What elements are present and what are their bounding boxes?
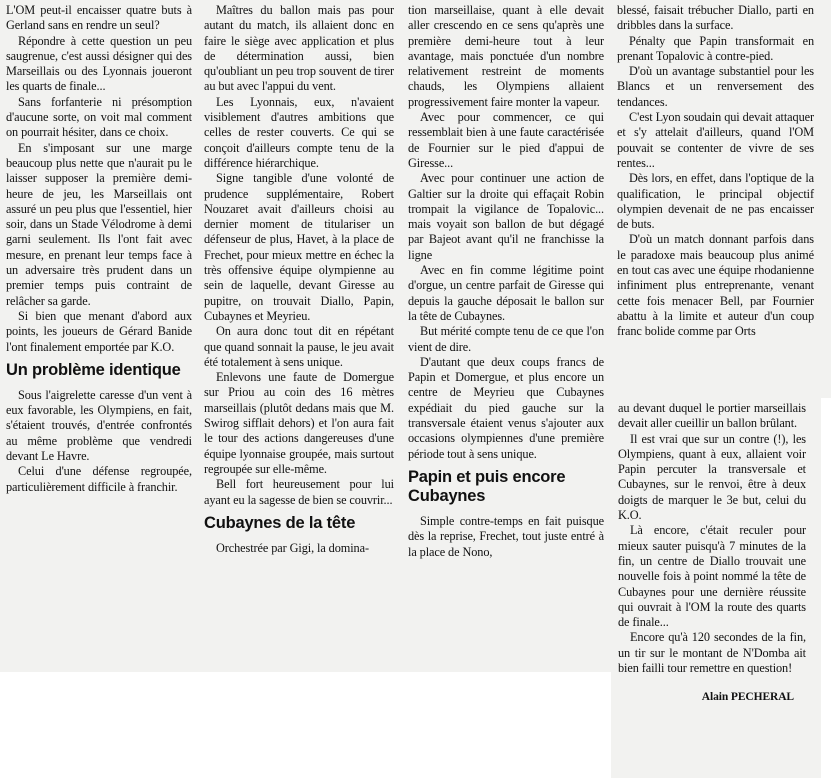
article-paragraph: D'où un avantage substantiel pour les Blancs et un renversement des tendances. bbox=[617, 64, 814, 109]
article-paragraph: D'où un match donnant parfois dans le paradoxe mais beaucoup plus animé en tout cas avec une équipe rhodanienne infiniment plus entreprenante, venant cette fois menacer Bell, par Fournier abattu à la limite et auteur d'un coup franc bolide comme par Orts bbox=[617, 232, 814, 339]
author-signature: Alain PECHERAL bbox=[701, 691, 794, 704]
article-paragraph: Sans forfanterie ni présomption d'aucune sorte, on voit mal comment on pourrait hésiter, dans ce choix. bbox=[6, 94, 192, 140]
article-paragraph: Dès lors, en effet, dans l'optique de la qualification, le principal objectif olympien devenait de ne pas encaisser de buts. bbox=[617, 171, 814, 232]
article-clipping-right-top bbox=[611, 0, 831, 398]
article-paragraph: Encore qu'à 120 secondes de la fin, un tir sur le montant de N'Domba ait bien failli tour remettre en question! bbox=[618, 630, 806, 676]
article-paragraph: Bell fort heureusement pour lui ayant eu la sagesse de bien se couvrir... bbox=[204, 477, 394, 507]
article-paragraph: Celui d'une défense regroupée, particulièrement difficile à franchir. bbox=[6, 464, 192, 494]
article-column-5 bbox=[618, 401, 806, 706]
article-paragraph: En s'imposant sur une marge beaucoup plus nette que n'aurait pu le laisser supposer la première demi-heure de jeu, les Marseillais ont assuré un peu plus que l'essentiel, hier soir, dans un Stade Vélodrome à demi garni seulement. Ils l'ont fait avec mesure, en prenant leur temps face à un adversaire très prudent dans un premier temps puis contraint de relâcher sa garde. bbox=[6, 140, 192, 308]
article-column-1 bbox=[6, 3, 192, 495]
article-paragraph: Maîtres du ballon mais pas pour autant du match, ils allaient donc en faire le siège avec application et plus de détermination aussi, bien qu'oubliant un peu trop souvent de tirer au but avec l'appui du vent. bbox=[204, 3, 394, 94]
article-paragraph: C'est Lyon soudain qui devait attaquer et s'y attelait d'ailleurs, quand l'OM pouvait se contenter de vivre de ses rentes... bbox=[617, 110, 814, 170]
article-paragraph: blessé, faisait trébucher Diallo, parti en dribbles dans la surface. bbox=[617, 3, 814, 33]
article-paragraph: Il est vrai que sur un contre (!), les Olympiens, quant à eux, allaient voir Papin percuter la transversale et Cubaynes, sur le renvoi, être à deux doigts de marquer le 3e but, celui du K.O. bbox=[618, 431, 806, 523]
article-column-4 bbox=[617, 3, 814, 340]
article-paragraph: Avec pour continuer une action de Galtier sur la droite qui effaçait Robin trompait la vigilance de Topalovic... mais voyait son ballon de but dégagé par Bajeot avant qu'il ne franchisse la ligne bbox=[408, 171, 604, 262]
article-paragraph: But mérité compte tenu de ce que l'on vient de dire. bbox=[408, 324, 604, 354]
article-column-2 bbox=[204, 3, 394, 556]
article-paragraph: Si bien que menant d'abord aux points, les joueurs de Gérard Banide l'ont finalement emportée par K.O. bbox=[6, 308, 192, 354]
section-heading: Papin et puis encore Cubaynes bbox=[408, 467, 566, 505]
article-paragraph: Enlevons une faute de Domergue sur Priou au coin des 16 mètres marseillais (plutôt dedans mais que M. Swirog sifflait dehors) et l'on aura fait le tour des actions dangereuses d'une équipe lyonnaise groupée, mais surtout regroupée sur elle-même. bbox=[204, 370, 394, 476]
article-paragraph: Pénalty que Papin transformait en prenant Topalovic à contre-pied. bbox=[617, 33, 814, 63]
section-heading: Un problème identique bbox=[6, 360, 181, 379]
article-paragraph: Avec en fin comme légitime point d'orgue, un centre parfait de Giresse qui depuis la gauche déposait le ballon sur la tête de Cubaynes. bbox=[408, 263, 604, 323]
article-paragraph: Orchestrée par Gigi, la domina- bbox=[216, 540, 369, 555]
article-paragraph: Là encore, c'était reculer pour mieux sauter puisqu'à 7 minutes de la fin, un centre de Diallo trouvait une nouvelle fois à point nommé la tête de Cubaynes pour une dernière réussite qui ouvrait à l'OM la route des quarts de finale... bbox=[618, 523, 806, 630]
article-paragraph: L'OM peut-il encaisser quatre buts à Gerland sans en rendre un seul? bbox=[6, 3, 192, 33]
article-paragraph: Avec pour commencer, ce qui ressemblait bien à une faute caractérisée de Fournier sur le pied d'appui de Giresse... bbox=[408, 110, 604, 170]
article-paragraph: D'autant que deux coups francs de Papin et Domergue, et plus encore un centre de Meyrieu que Cubaynes expédiait du pied gauche sur la transversale étaient venus s'ajouter aux occasions olympiennes d'une première période tout à sens unique. bbox=[408, 354, 604, 461]
article-clipping-right-bottom bbox=[611, 398, 821, 778]
article-paragraph: Signe tangible d'une volonté de prudence supplémentaire, Robert Nouzaret avait d'ailleurs choisi au dernier moment de titulariser un défenseur de plus, Havet, à la place de Frechet, pour mieux mettre en échec la très offensive équipe olympienne au sein de laquelle, devant Giresse au pupitre, on trouvait Diallo, Papin, Cubaynes et Meyrieu. bbox=[204, 171, 394, 323]
article-paragraph: On aura donc tout dit en répétant que quand sonnait la pause, le jeu avait été totalement à sens unique. bbox=[204, 324, 394, 369]
article-paragraph: au devant duquel le portier marseillais devait aller cueillir un ballon brûlant. bbox=[618, 401, 806, 431]
article-column-3 bbox=[408, 3, 604, 560]
article-paragraph: Les Lyonnais, eux, n'avaient visiblement d'autres ambitions que celles de rester couverts. Ce qui se conçoit d'ailleurs compte tenu de la différence hiérarchique. bbox=[204, 94, 394, 170]
article-paragraph: tion marseillaise, quant à elle devait aller crescendo en ce sens qu'après une première demi-heure tout à leur avantage, mais ponctuée d'un nombre relativement restreint de moments chauds, les Olympiens allaient progressivement faire monter la vapeur. bbox=[408, 3, 604, 109]
article-paragraph: Répondre à cette question un peu saugrenue, c'est aussi désigner qui des Marseillais ou des Lyonnais joueront les quarts de finale... bbox=[6, 33, 192, 94]
section-heading: Cubaynes de la tête bbox=[204, 513, 356, 532]
article-paragraph: Sous l'aigrelette caresse d'un vent à eux favorable, les Olympiens, en fait, s'étaient trouvés, d'entrée confrontés au même problème que vendredi devant Le Havre. bbox=[6, 387, 192, 464]
article-paragraph: Simple contre-temps en fait puisque dès la reprise, Frechet, tout juste entré à la place de Nono, bbox=[408, 513, 604, 559]
